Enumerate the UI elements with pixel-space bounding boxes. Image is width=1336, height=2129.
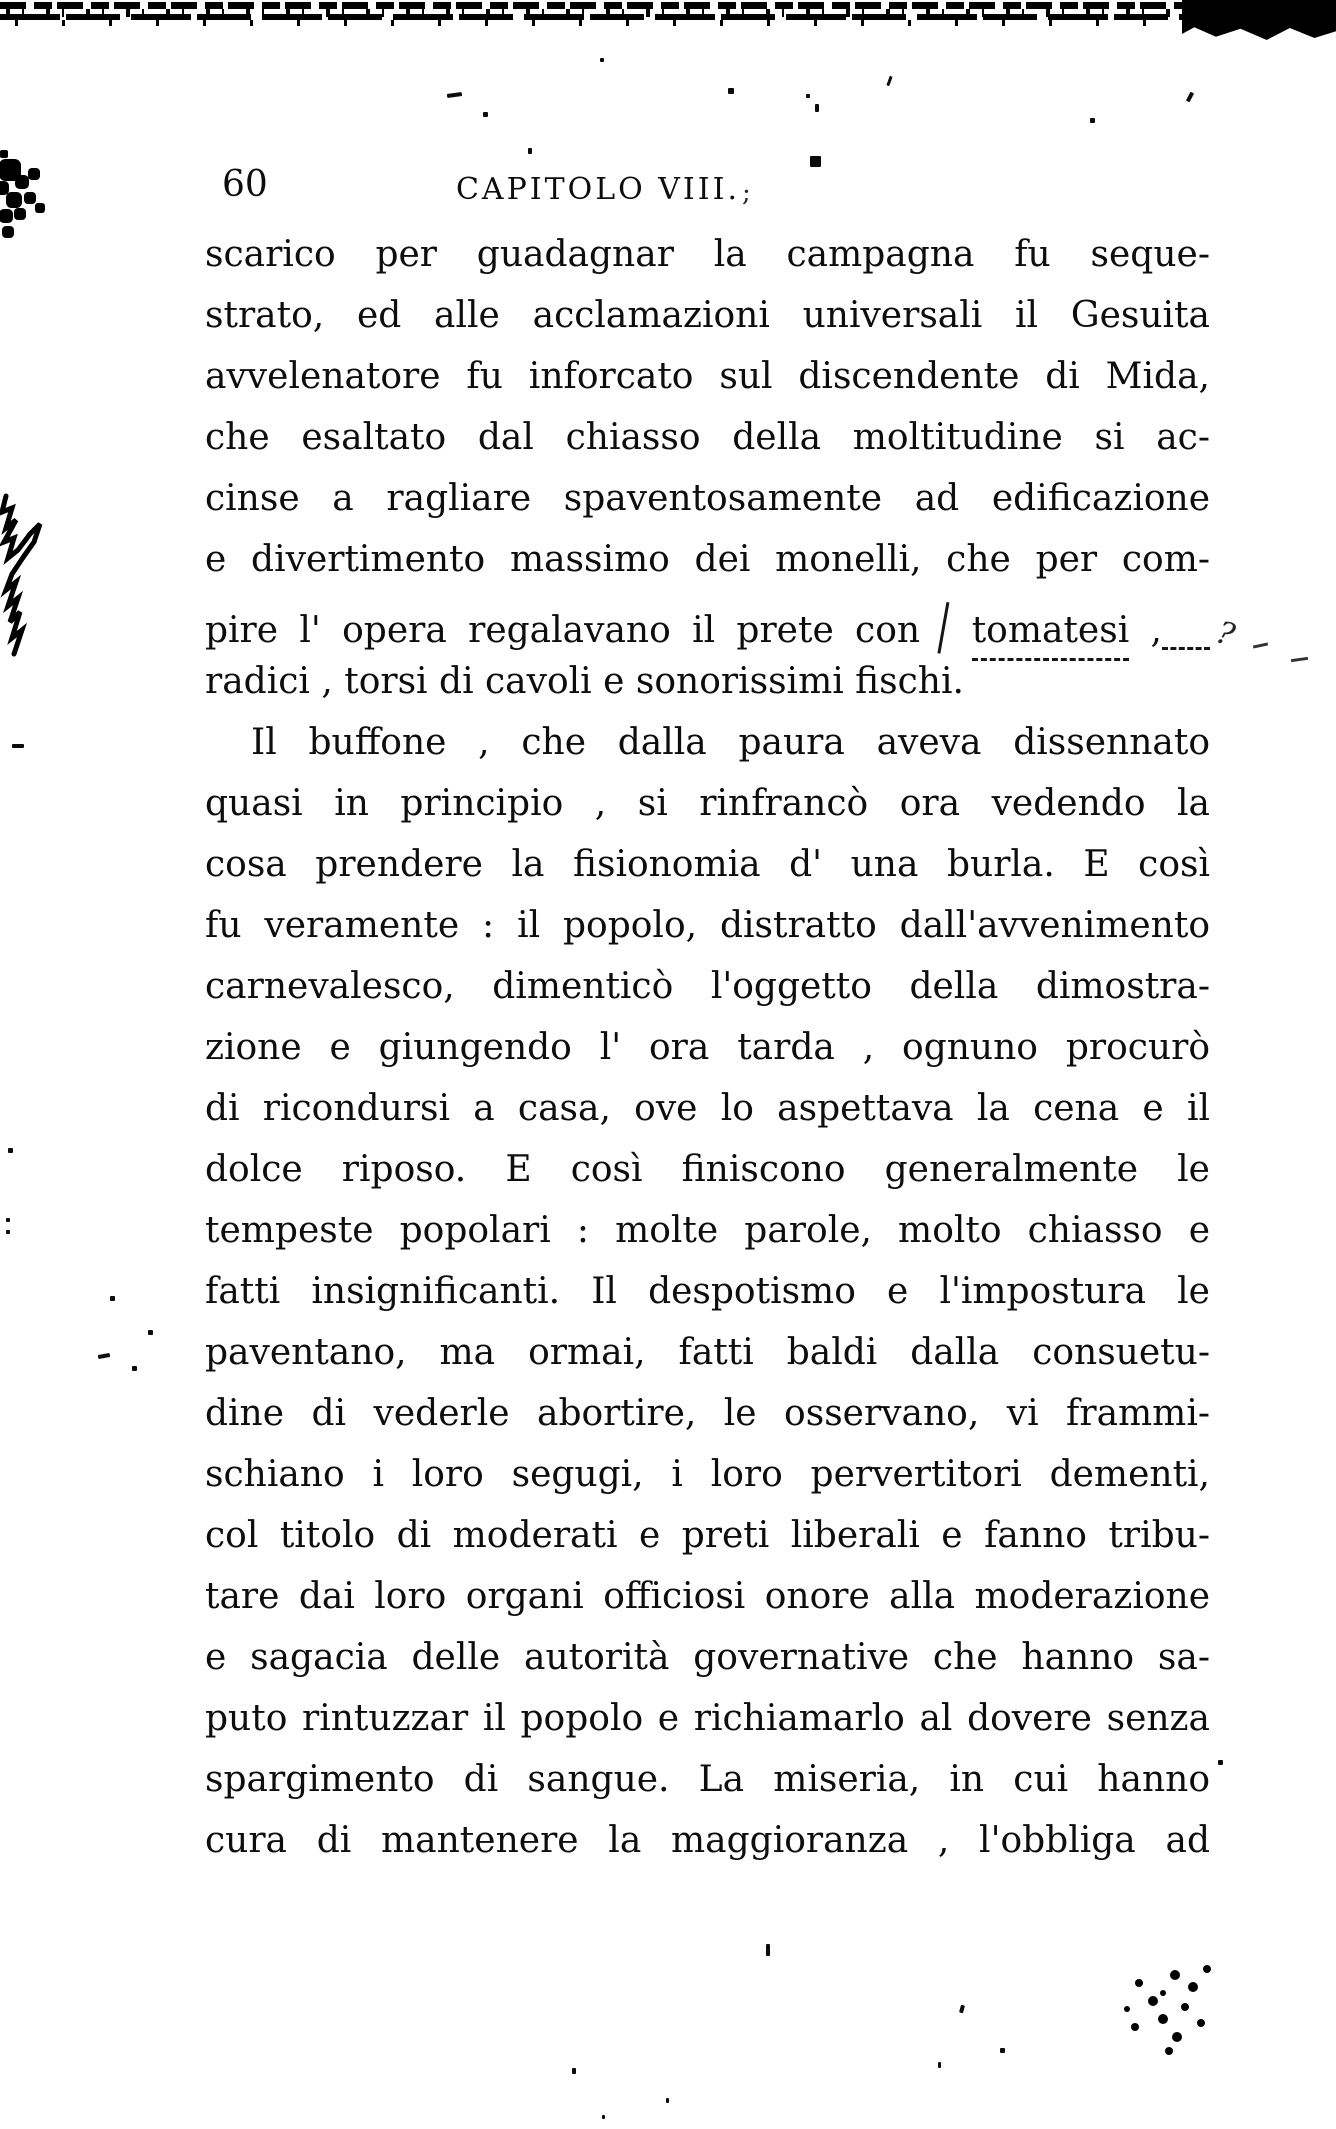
handwritten-annotation: ? <box>1211 614 1239 654</box>
text-line: di ricondursi a casa, ove lo aspettava la cena e il <box>205 1088 1210 1129</box>
scan-speck <box>959 2005 965 2014</box>
scan-edge-corner-artifact <box>1182 0 1336 40</box>
scan-speck <box>938 2062 941 2068</box>
text-line: fu veramente : il popolo, distratto dall'avvenimento <box>205 905 1210 946</box>
scan-speck <box>666 2098 669 2103</box>
ink-blot <box>0 150 8 158</box>
text-line: tempeste popolari : molte parole, molto chiasso e <box>205 1210 1210 1251</box>
handwritten-dash <box>1253 642 1268 648</box>
text-line: dolce riposo. E così finiscono generalmente le <box>205 1149 1210 1190</box>
speckle-cluster <box>1160 1990 1166 1996</box>
scan-speck <box>8 1148 13 1153</box>
scan-speck <box>815 104 819 112</box>
margin-ink-squiggle <box>0 490 60 660</box>
underlined-word: tomatesi <box>972 610 1130 661</box>
scan-speck <box>602 2115 605 2119</box>
scan-speck <box>6 1218 10 1222</box>
scan-edge-artifact <box>0 0 1336 30</box>
scan-speck <box>1218 1760 1223 1765</box>
scan-speck <box>728 88 734 94</box>
scan-speck <box>483 112 488 117</box>
text-line: cinse a ragliare spaventosamente ad edificazione <box>205 478 1210 519</box>
text-line: col titolo di moderati e preti liberali e fanno tribu- <box>205 1515 1210 1556</box>
text-line: Il buffone , che dalla paura aveva dissennato <box>251 722 1210 763</box>
chapter-header: CAPITOLO VIII. <box>455 172 741 207</box>
scan-speck <box>1186 92 1194 103</box>
scan-speck <box>6 1230 10 1234</box>
text-line: paventano, ma ormai, fatti baldi dalla consuetu- <box>205 1332 1210 1373</box>
text-line <box>205 590 1239 654</box>
text-line: cura di mantenere la maggioranza , l'obbliga ad <box>205 1820 1210 1861</box>
scan-speck <box>810 156 821 167</box>
scan-speck <box>886 76 892 86</box>
text-line: tare dai loro organi officiosi onore alla moderazione <box>205 1576 1210 1617</box>
scan-speck <box>12 744 24 748</box>
text-line: strato, ed alle acclamazioni universali il Gesuita <box>205 295 1210 336</box>
scan-speck <box>806 94 810 98</box>
scan-speck <box>148 1330 153 1335</box>
text-line: quasi in principio , si rinfrancò ora vedendo la <box>205 783 1210 824</box>
text-line: che esaltato dal chiasso della moltitudine si ac- <box>205 417 1210 458</box>
scan-speck <box>600 58 604 62</box>
stray-mark: ; <box>742 178 751 208</box>
scan-speck <box>528 148 532 154</box>
scan-speck <box>98 1353 111 1359</box>
text-line: spargimento di sangue. La miseria, in cui hanno <box>205 1759 1210 1800</box>
scan-speck <box>1000 2048 1005 2053</box>
line-text: , <box>1150 610 1162 651</box>
scan-speck <box>110 1296 115 1301</box>
text-line: scarico per guadagnar la campagna fu seque- <box>205 234 1210 275</box>
handwritten-dash <box>1291 657 1308 662</box>
text-line: zione e giungendo l' ora tarda , ognuno procurò <box>205 1027 1210 1068</box>
page-number: 60 <box>222 164 268 205</box>
text-block <box>205 224 1239 1871</box>
text-line: radici , torsi di cavoli e sonorissimi fischi. <box>205 661 964 702</box>
scan-speck <box>572 2068 576 2074</box>
scan-speck <box>132 1366 137 1371</box>
text-line: puto rintuzzar il popolo e richiamarlo al dovere senza <box>205 1698 1210 1739</box>
text-line: fatti insignificanti. Il despotismo e l'impostura le <box>205 1271 1210 1312</box>
text-line: e sagacia delle autorità governative che hanno sa- <box>205 1637 1210 1678</box>
text-line: schiano i loro segugi, i loro pervertitori dementi, <box>205 1454 1210 1495</box>
scan-speck <box>766 1944 770 1956</box>
text-line: avvelenatore fu inforcato sul discendente di Mida, <box>205 356 1210 397</box>
text-line: e divertimento massimo dei monelli, che per com- <box>205 539 1210 580</box>
text-line: cosa prendere la fisionomia d' una burla. E così <box>205 844 1210 885</box>
handwritten-underline-tail <box>1162 645 1210 650</box>
scan-speck <box>1090 118 1095 123</box>
scan-speck <box>447 92 462 98</box>
handwritten-insertion-mark <box>938 602 950 654</box>
line-text: pire l' opera regalavano il prete con <box>205 610 921 651</box>
text-line: carnevalesco, dimenticò l'oggetto della dimostra- <box>205 966 1210 1007</box>
text-line: dine di vederle abortire, le osservano, vi frammi- <box>205 1393 1210 1434</box>
